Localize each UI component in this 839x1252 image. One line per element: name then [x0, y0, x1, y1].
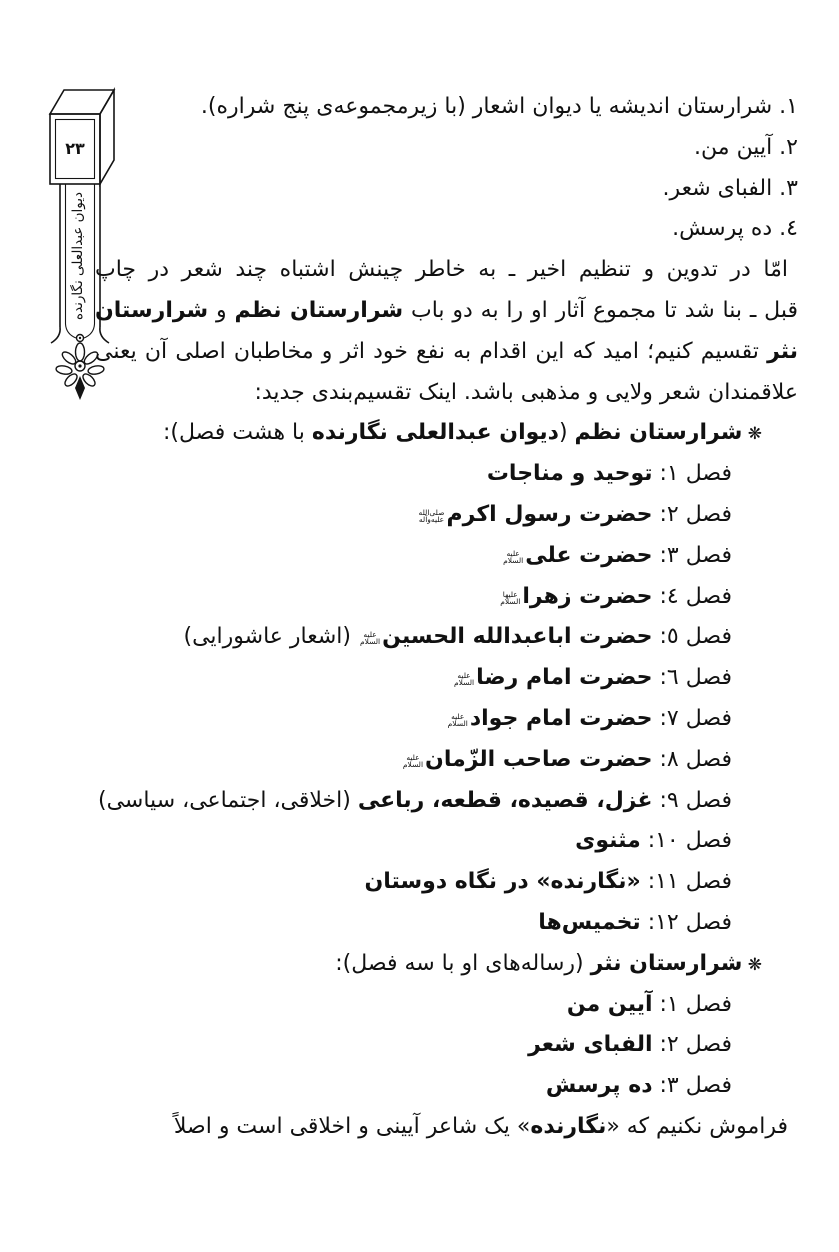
text-line-chapter — [95, 781, 798, 822]
honorific-symbol: علیه السلام — [402, 752, 424, 769]
text-line-star — [95, 413, 798, 454]
text-line-chapter — [95, 903, 798, 944]
text-segment: فصل ١: — [652, 991, 732, 1017]
text-line-item — [95, 128, 798, 169]
text-segment: فصل ٤: — [652, 583, 732, 609]
text-segment: آیین من — [566, 991, 653, 1017]
text-line-chapter — [95, 821, 798, 862]
text-line-star — [95, 944, 798, 985]
text-line-chapter — [95, 862, 798, 903]
text-segment: (اخلاقی، اجتماعی، سیاسی) — [98, 787, 358, 813]
text-segment: ٢. آیین من. — [694, 134, 798, 160]
text-line-chapter — [95, 658, 798, 699]
text-segment: تقسیم کنیم؛ امید که این اقدام به نفع خود اثر و مخاطبان اصلی آن یعنی — [95, 338, 768, 364]
text-segment: نگارنده — [530, 1113, 607, 1139]
text-segment: فصل ٦: — [652, 665, 732, 691]
text-line-chapter — [95, 536, 798, 577]
text-segment: شرارستان — [95, 297, 209, 323]
honorific-symbol: علیه السلام — [453, 671, 475, 688]
text-segment: شرارستان نثر — [590, 950, 743, 976]
text-segment: (اشعار عاشورایی) — [183, 624, 358, 650]
text-segment: مثنوی — [575, 828, 641, 854]
text-segment: حضرت علی — [525, 542, 653, 568]
text-line-chapter — [95, 699, 798, 740]
text-segment: فصل ١١: — [640, 869, 732, 895]
honorific-symbol: علیه السلام — [359, 630, 381, 647]
text-line-para-first — [95, 250, 798, 291]
text-segment: ٣. الفبای شعر. — [662, 175, 798, 201]
honorific-symbol: علیه السلام — [503, 548, 524, 565]
text-segment: فصل ١: — [652, 461, 732, 487]
text-line-chapter — [95, 454, 798, 495]
text-segment: حضرت اباعبدالله الحسین — [382, 624, 653, 650]
text-segment: فصل ٧: — [652, 705, 732, 731]
text-line-item — [95, 169, 798, 210]
text-segment: توحید و مناجات — [486, 461, 653, 487]
text-segment: حضرت زهرا — [522, 583, 653, 609]
text-segment: علاقمندان شعر ولایی و مذهبی باشد. اینک تقسیم‌بندی جدید: — [254, 379, 798, 405]
text-line-chapter — [95, 495, 798, 536]
text-line-chapter — [95, 740, 798, 781]
text-line-chapter — [95, 577, 798, 618]
text-segment: فصل ٨: — [652, 746, 732, 772]
text-segment: ٤. ده پرسش. — [672, 216, 798, 242]
text-segment: غزل، قصیده، قطعه، رباعی — [357, 787, 653, 813]
text-line-item — [95, 209, 798, 250]
text-segment: و — [208, 297, 235, 323]
text-segment: ١. شرارستان اندیشه یا دیوان اشعار (با زیرمجموعه‌ی پنج شراره). — [200, 94, 798, 119]
text-segment: نثر — [767, 338, 798, 364]
text-line-para-just — [95, 332, 798, 373]
honorific-symbol: علیها السلام — [500, 589, 521, 606]
text-block — [95, 87, 798, 1148]
text-segment: فصل ٣: — [652, 542, 732, 568]
text-segment: شرارستان نظم — [574, 420, 743, 446]
text-line-chapter — [95, 1066, 798, 1107]
text-segment: «نگارنده» در نگاه دوستان — [364, 869, 641, 895]
text-segment: تخمیس‌ها — [538, 909, 641, 935]
text-line-para-just — [95, 291, 798, 332]
text-segment: فصل ٣: — [652, 1073, 732, 1099]
text-line-chapter — [95, 1025, 798, 1066]
text-line-item — [95, 87, 798, 128]
text-segment: شرارستان نظم — [234, 297, 404, 323]
text-segment: با هشت فصل): — [162, 420, 312, 446]
text-segment: امّا در تدوین و تنظیم اخیر ـ به خاطر چینش اشتباه چند شعر در چاپ — [95, 257, 788, 283]
text-segment: فصل ١٢: — [640, 909, 732, 935]
honorific-symbol: صلی‌الله علیه‌وآله — [418, 507, 445, 524]
text-segment: دیوان عبدالعلی نگارنده — [311, 420, 559, 446]
text-line-chapter — [95, 985, 798, 1026]
text-segment: فراموش نکنیم که « — [606, 1113, 788, 1139]
text-segment: قبل ـ بنا شد تا مجموع آثار او را به دو باب — [403, 297, 798, 323]
section-star-icon: ❋ — [742, 424, 762, 445]
text-segment: فصل ٢: — [652, 501, 732, 527]
text-line-chapter — [95, 617, 798, 658]
ribbon-book-title: دیوان عبدالعلی نگارنده — [70, 191, 86, 321]
text-segment: فصل ٢: — [652, 1032, 732, 1058]
text-segment: فصل ٩: — [652, 787, 732, 813]
text-segment: حضرت صاحب الزّمان — [425, 746, 653, 772]
section-star-icon: ❋ — [742, 954, 762, 975]
text-segment: » یک شاعر آیینی و اخلاقی است و اصلاً — [173, 1113, 531, 1139]
text-segment: حضرت امام جواد — [469, 705, 653, 731]
text-segment: ده پرسش — [545, 1073, 653, 1099]
text-segment: فصل ٥: — [652, 624, 732, 650]
text-segment: (رساله‌های او با سه فصل): — [335, 950, 591, 976]
page-number: ۲۳ — [65, 139, 85, 158]
text-segment: ( — [558, 420, 575, 446]
text-segment: حضرت امام رضا — [476, 665, 653, 691]
text-segment: الفبای شعر — [528, 1032, 653, 1058]
text-segment: فصل ١٠: — [640, 828, 732, 854]
honorific-symbol: علیه السلام — [447, 711, 468, 728]
text-segment: حضرت رسول اکرم — [446, 501, 653, 527]
text-line-para-first-end — [95, 1107, 798, 1148]
text-line-para-end — [95, 373, 798, 414]
